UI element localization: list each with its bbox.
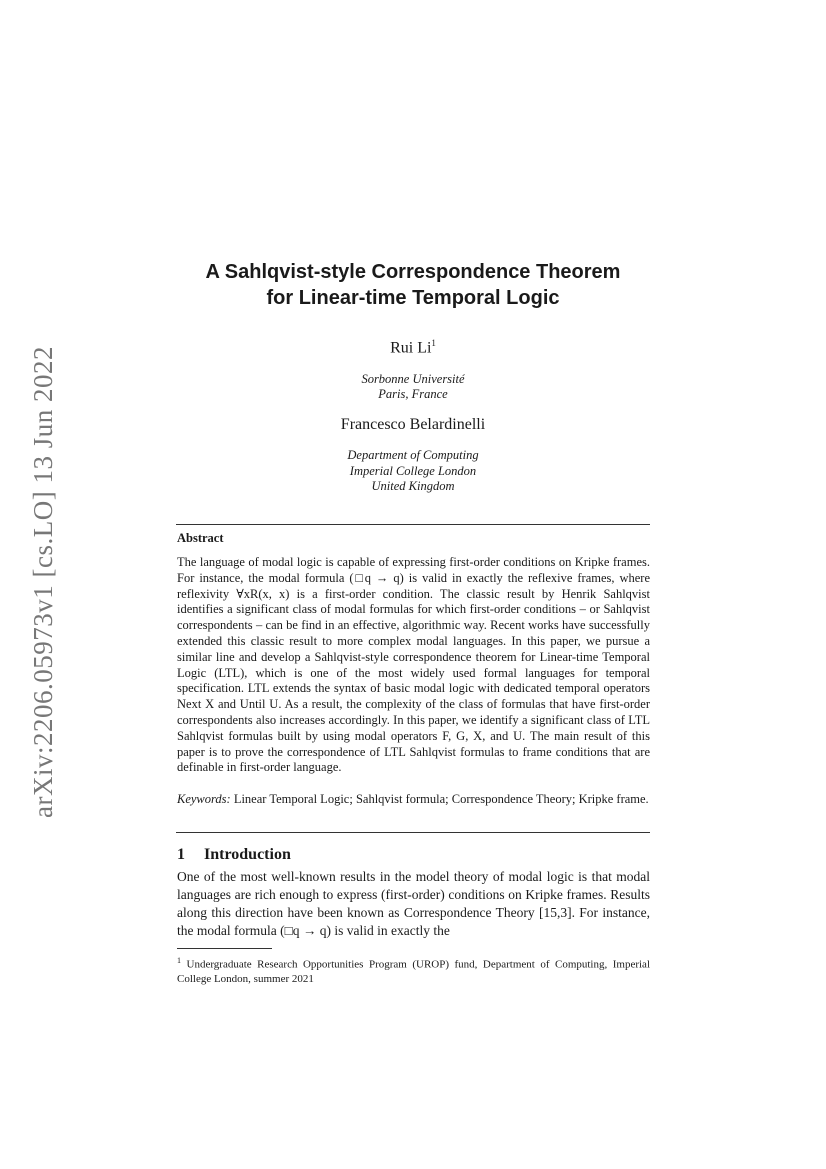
- paper-title-line-2: for Linear-time Temporal Logic: [266, 287, 560, 309]
- author-1-affiliation-line-2: Paris, France: [378, 387, 448, 401]
- section-1-number: 1: [177, 846, 185, 863]
- arxiv-identifier: arXiv:2206.05973v1 [cs.LO] 13 Jun 2022: [28, 346, 58, 818]
- section-1-title: Introduction: [204, 846, 291, 863]
- abstract-body: The language of modal logic is capable of expressing first-order conditions on Kripke frames. For instance, the modal formula (□q → q) is valid in exactly the reflexive frames, where reflexivity ∀xR(x, x) is a first-order condition. The classic result by Henrik Sahlqvist identifies a significant class of modal formulas for which first-order conditions – or Sahlqvist correspondents – can be find in an effective, algorithmic way. Recent works have successfully extended this classic result to more complex modal languages. In this paper, we pursue a similar line and develop a Sahlqvist-style correspondence theorem for Linear-time Temporal Logic (LTL), which is one of the most widely used formal languages for temporal specification. LTL extends the syntax of basic modal logic with dedicated temporal operators Next X and Until U. As a result, the complexity of the class of formulas that have first-order correspondents also increases accordingly. In this paper, we identify a significant class of LTL Sahlqvist formulas built by using modal operators F, G, X, and U. The main result of this paper is to prove the correspondence of LTL Sahlqvist formulas to frame conditions that are definable in first-order language.: [177, 555, 650, 775]
- paper-title-line-1: A Sahlqvist-style Correspondence Theorem: [205, 261, 621, 283]
- author-1: [100, 338, 726, 357]
- author-1-affiliation-line-1: Sorbonne Université: [361, 372, 465, 386]
- footnote-rule: [177, 948, 272, 949]
- abstract-top-rule: [176, 524, 650, 525]
- section-1-heading: [177, 846, 291, 864]
- author-1-footnote-mark: 1: [431, 338, 436, 348]
- author-2-affiliation-line-2: Imperial College London: [349, 464, 477, 478]
- footnote-1-text: Undergraduate Research Opportunities Program (UROP) fund, Department of Computing, Imperial College London, summer 2021: [177, 958, 650, 985]
- keywords-text: Linear Temporal Logic; Sahlqvist formula; Correspondence Theory; Kripke frame.: [233, 792, 649, 806]
- section-1-body: One of the most well-known results in the model theory of modal logic is that modal languages are rich enough to express (first-order) conditions on Kripke frames. Results along this direction have been known as Correspondence Theory [15,3]. For instance, the modal formula (□q → q) is valid in exactly the: [177, 869, 650, 938]
- author-2-affiliation-line-1: Department of Computing: [347, 448, 479, 462]
- footnote-1-mark: 1: [177, 956, 181, 965]
- keywords: [177, 792, 650, 808]
- author-2-name: Francesco Belardinelli: [340, 416, 486, 433]
- author-2-affiliation-line-3: United Kingdom: [371, 479, 455, 493]
- abstract-bottom-rule: [176, 832, 650, 833]
- author-1-name: Rui Li: [390, 339, 432, 357]
- footnote-1: [177, 954, 650, 986]
- abstract-heading: Abstract: [177, 531, 224, 545]
- keywords-label: Keywords:: [177, 792, 231, 806]
